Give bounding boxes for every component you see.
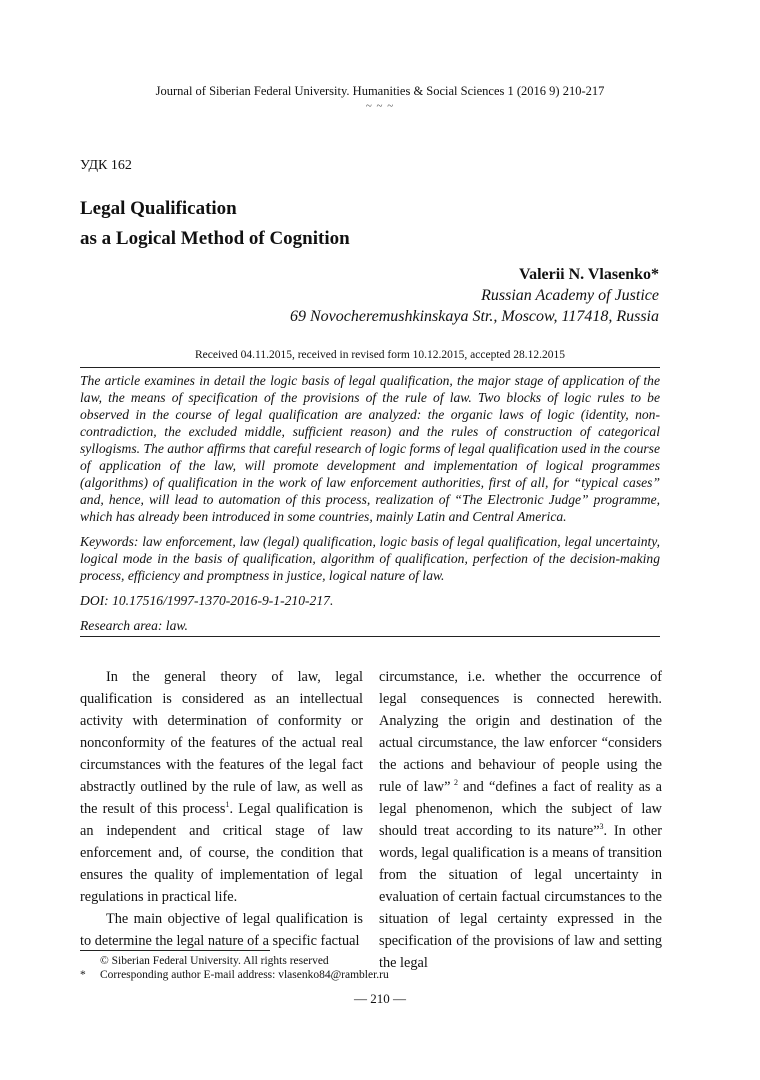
footnote-corresponding: [80, 968, 389, 982]
body-paragraph: [80, 666, 363, 908]
research-area: Research area: law.: [80, 618, 188, 633]
footnote-copyright: [80, 954, 329, 968]
article-title: [80, 194, 350, 254]
body-column-2: [379, 666, 662, 974]
footnote-ref: 2: [450, 778, 459, 788]
author-address: 69 Novocheremushkinskaya Str., Moscow, 117418, Russia: [290, 308, 659, 325]
corresponding-email: Corresponding author E-mail address: vlasenko84@rambler.ru: [100, 969, 389, 981]
body-text-span: In the general theory of law, legal qualification is considered as an intellectual activity with determination of conformity or nonconformity of the features of the actual real circumstances with the features of the legal fact abstractly outlined by the rule of law, as well as the result of this process: [80, 669, 363, 817]
body-text-span: circumstance, i.e. whether the occurrence of legal consequences is connected herewith. Analyzing the origin and destination of the actual circumstance, the law enforcer “considers the actions and behaviour of people using the rule of law”: [379, 669, 662, 795]
footnote-ref: 3: [599, 822, 604, 832]
abstract-text: The article examines in detail the logic basis of legal qualification, the major stage of application of the law, the means of specification of the provisions of the rule of law. Two blocks of logic rules to be observed in the course of legal qualification are analyzed: the organic laws of logic (identity, non-contradiction, the excluded middle, sufficient reason) and the rules of construction of categorical syllogisms. The author affirms that careful research of logic forms of legal qualification used in the course of application of the law, will promote development and implementation of logical programmes (algorithms) of qualification in the work of law enforcement authorities, first of all, for “typical cases” and, hence, will lead to automation of this process, realization of “The Electronic Judge” programme, which has already been introduced in some countries, mainly Latin and Central America.: [80, 373, 660, 524]
body-text-span: . In other words, legal qualification is a means of transition from the situation of legal uncertainty in evaluation of certain factual circumstances to the situation of legal certainty expressed in the specification of the provisions of law and setting the legal: [379, 823, 662, 971]
keywords: Keywords: law enforcement, law (legal) qualification, logic basis of legal qualification, legal uncertainty, logical mode in the basis of qualification, algorithm of qualification, perfection of the decision-making process, efficiency and promptness in justice, logical nature of law.: [80, 534, 660, 583]
body-text-span: and “defines a fact of reality as a legal phenomenon, which the subject of law should treat according to its nature”: [379, 779, 662, 839]
author-affiliation: Russian Academy of Justice: [481, 287, 659, 304]
footnote-rule: [80, 950, 270, 951]
journal-header: Journal of Siberian Federal University. Humanities & Social Sciences 1 (2016 9) 210-217: [155, 84, 605, 98]
abstract-bottom-rule: [80, 636, 660, 637]
header-ornament: ~ ~ ~: [365, 100, 395, 112]
author-block: [290, 264, 659, 327]
footnote-star: *: [80, 969, 86, 981]
udk-code: УДК 162: [80, 158, 132, 173]
body-paragraph: The main objective of legal qualification is to determine the legal nature of a specific factual: [80, 911, 363, 949]
title-line-2: as a Logical Method of Cognition: [80, 228, 350, 249]
title-line-1: Legal Qualification: [80, 198, 237, 219]
doi: DOI: 10.17516/1997-1370-2016-9-1-210-217.: [80, 593, 334, 608]
body-column-1: [80, 666, 363, 952]
copyright-text: © Siberian Federal University. All rights reserved: [100, 955, 329, 967]
received-dates: Received 04.11.2015, received in revised form 10.12.2015, accepted 28.12.2015: [194, 349, 566, 361]
body-text-span: . Legal qualification is an independent and critical stage of law enforcement and, of course, the condition that ensures the quality of implementation of legal regulations in practical life.: [80, 801, 363, 905]
page-number: — 210 —: [354, 991, 406, 1006]
body-paragraph: [379, 666, 662, 974]
abstract-top-rule: [80, 367, 660, 368]
author-name: Valerii N. Vlasenko*: [518, 266, 659, 283]
abstract-block: [80, 372, 660, 642]
footnote-ref: 1: [225, 800, 230, 810]
